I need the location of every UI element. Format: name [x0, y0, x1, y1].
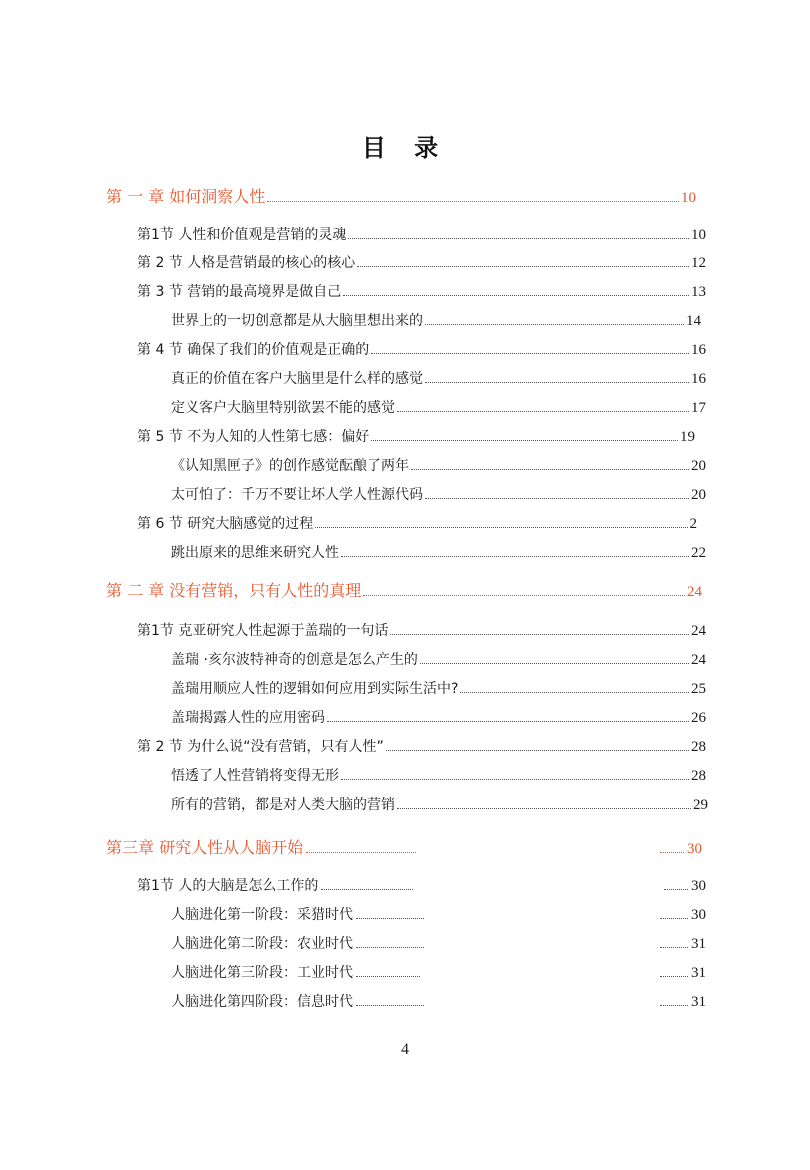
toc-subsection[interactable] — [171, 904, 706, 924]
toc-label: 《认知黑匣子》的创作感觉酝酿了两年 — [171, 458, 409, 474]
dot-leader — [425, 324, 684, 325]
dot-leader — [341, 779, 689, 780]
toc-section[interactable] — [137, 281, 706, 301]
toc-page: 14 — [686, 313, 701, 329]
toc-subsection[interactable] — [171, 962, 706, 982]
toc-page: 19 — [680, 429, 695, 445]
toc-section[interactable] — [137, 736, 706, 756]
toc-label: 第 4 节 确保了我们的价值观是正确的 — [137, 342, 370, 358]
toc-label: 第 2 节 人格是营销最的核心的核心 — [137, 255, 356, 271]
dot-leader — [321, 889, 413, 890]
dot-leader — [397, 411, 689, 412]
toc-subsection[interactable] — [171, 484, 706, 504]
dot-leader — [411, 469, 689, 470]
toc-label: 盖瑞揭露人性的应用密码 — [171, 710, 325, 726]
toc-label: 第三章 研究人性从人脑开始 — [106, 838, 304, 857]
toc-subsection[interactable] — [171, 933, 706, 953]
toc-label: 悟透了人性营销将变得无形 — [171, 768, 339, 784]
dot-leader — [386, 750, 689, 751]
toc-label: 定义客户大脑里特别欲罢不能的感觉 — [171, 400, 395, 416]
toc-label: 第 2 节 为什么说“没有营销，只有人性” — [137, 739, 384, 755]
toc-page: 10 — [691, 227, 706, 243]
toc-page: 31 — [691, 994, 706, 1010]
toc-page: 10 — [681, 190, 696, 206]
dot-leader — [356, 1005, 424, 1006]
dot-leader — [356, 918, 424, 919]
toc-label: 盖瑞 ·亥尔波特神奇的创意是怎么产生的 — [171, 652, 418, 668]
dot-leader — [371, 440, 678, 441]
dot-leader — [356, 947, 424, 948]
dot-leader — [460, 692, 689, 693]
toc-subsection[interactable] — [171, 678, 706, 698]
dot-leader — [371, 353, 689, 354]
dot-leader — [425, 498, 689, 499]
dot-leader — [267, 201, 679, 202]
toc-page: 24 — [691, 623, 706, 639]
page-title: 目 录 — [361, 134, 449, 162]
toc-page: 16 — [691, 342, 706, 358]
toc-label: 世界上的一切创意都是从大脑里想出来的 — [171, 313, 423, 329]
toc-label: 第 3 节 营销的最高境界是做自己 — [137, 284, 342, 300]
toc-label: 太可怕了：千万不要让坏人学人性源代码 — [171, 487, 423, 503]
page-number: 4 — [401, 1041, 409, 1058]
toc-subsection[interactable] — [171, 765, 706, 785]
dot-leader — [660, 947, 688, 948]
dot-leader — [306, 852, 416, 853]
toc-label: 跳出原来的思维来研究人性 — [171, 545, 339, 561]
toc-page: 2 — [689, 516, 697, 532]
toc-label: 第1节 人性和价值观是营销的灵魂 — [137, 227, 347, 243]
dot-leader — [327, 721, 689, 722]
toc-label: 第 5 节 不为人知的人性第七感：偏好 — [137, 429, 370, 445]
toc-label: 人脑进化第四阶段：信息时代 — [171, 994, 353, 1010]
toc-chapter[interactable] — [106, 835, 702, 858]
toc-label: 第 一 章 如何洞察人性 — [106, 187, 266, 206]
dot-leader — [390, 634, 689, 635]
toc-label: 第1节 克亚研究人性起源于盖瑞的一句话 — [137, 623, 389, 639]
toc-page: 24 — [687, 584, 702, 600]
toc-subsection[interactable] — [171, 649, 706, 669]
toc-page: 24 — [691, 652, 706, 668]
toc-page: 30 — [691, 878, 706, 894]
dot-leader — [356, 976, 420, 977]
toc-page: 30 — [687, 841, 702, 857]
toc-page: 17 — [691, 400, 706, 416]
toc-subsection[interactable] — [171, 542, 706, 562]
dot-leader — [343, 295, 689, 296]
toc-subsection[interactable] — [171, 368, 706, 388]
toc-label: 第 二 章 没有营销，只有人性的真理 — [106, 581, 362, 600]
toc-subsection[interactable] — [171, 310, 701, 330]
toc-page: 31 — [691, 965, 706, 981]
toc-subsection[interactable] — [171, 991, 706, 1011]
toc-page: 30 — [691, 907, 706, 923]
toc-subsection[interactable] — [171, 397, 706, 417]
dot-leader — [363, 595, 685, 596]
dot-leader — [315, 527, 687, 528]
toc-label: 人脑进化第二阶段：农业时代 — [171, 936, 353, 952]
toc-label: 所有的营销，都是对人类大脑的营销 — [171, 797, 395, 813]
toc-subsection[interactable] — [171, 455, 706, 475]
toc-page: 26 — [691, 710, 706, 726]
toc-page: 29 — [693, 797, 708, 813]
toc-section[interactable] — [137, 339, 706, 359]
dot-leader — [660, 976, 688, 977]
toc-subsection[interactable] — [171, 707, 706, 727]
dot-leader — [397, 808, 691, 809]
toc-label: 第 6 节 研究大脑感觉的过程 — [137, 516, 314, 532]
dot-leader — [357, 266, 689, 267]
toc-section[interactable] — [137, 875, 706, 895]
toc-page: 28 — [691, 768, 706, 784]
toc-page: 28 — [691, 739, 706, 755]
dot-leader — [425, 382, 689, 383]
toc-section[interactable] — [137, 252, 706, 272]
toc-page: 31 — [691, 936, 706, 952]
dot-leader — [660, 852, 684, 853]
toc-label: 真正的价值在客户大脑里是什么样的感觉 — [171, 371, 423, 387]
toc-section[interactable] — [137, 224, 706, 244]
dot-leader — [420, 663, 689, 664]
toc-subsection[interactable] — [171, 794, 708, 814]
toc-section[interactable] — [137, 513, 697, 533]
toc-label: 人脑进化第一阶段：采猎时代 — [171, 907, 353, 923]
toc-label: 盖瑞用顺应人性的逻辑如何应用到实际生活中? — [171, 681, 459, 697]
toc-page: 25 — [691, 681, 706, 697]
dot-leader — [348, 238, 689, 239]
toc-section[interactable] — [137, 620, 706, 640]
toc-chapter[interactable] — [106, 578, 702, 601]
toc-page: 20 — [691, 487, 706, 503]
dot-leader — [660, 918, 688, 919]
toc-section[interactable] — [137, 426, 695, 446]
toc-page: 22 — [691, 545, 706, 561]
toc-page: 13 — [691, 284, 706, 300]
dot-leader — [660, 1005, 688, 1006]
toc-chapter[interactable] — [106, 184, 696, 207]
dot-leader — [664, 889, 688, 890]
toc-label: 第1节 人的大脑是怎么工作的 — [137, 878, 319, 894]
toc-page: 12 — [691, 255, 706, 271]
toc-label: 人脑进化第三阶段：工业时代 — [171, 965, 353, 981]
toc-page: 16 — [691, 371, 706, 387]
dot-leader — [341, 556, 689, 557]
toc-page: 20 — [691, 458, 706, 474]
